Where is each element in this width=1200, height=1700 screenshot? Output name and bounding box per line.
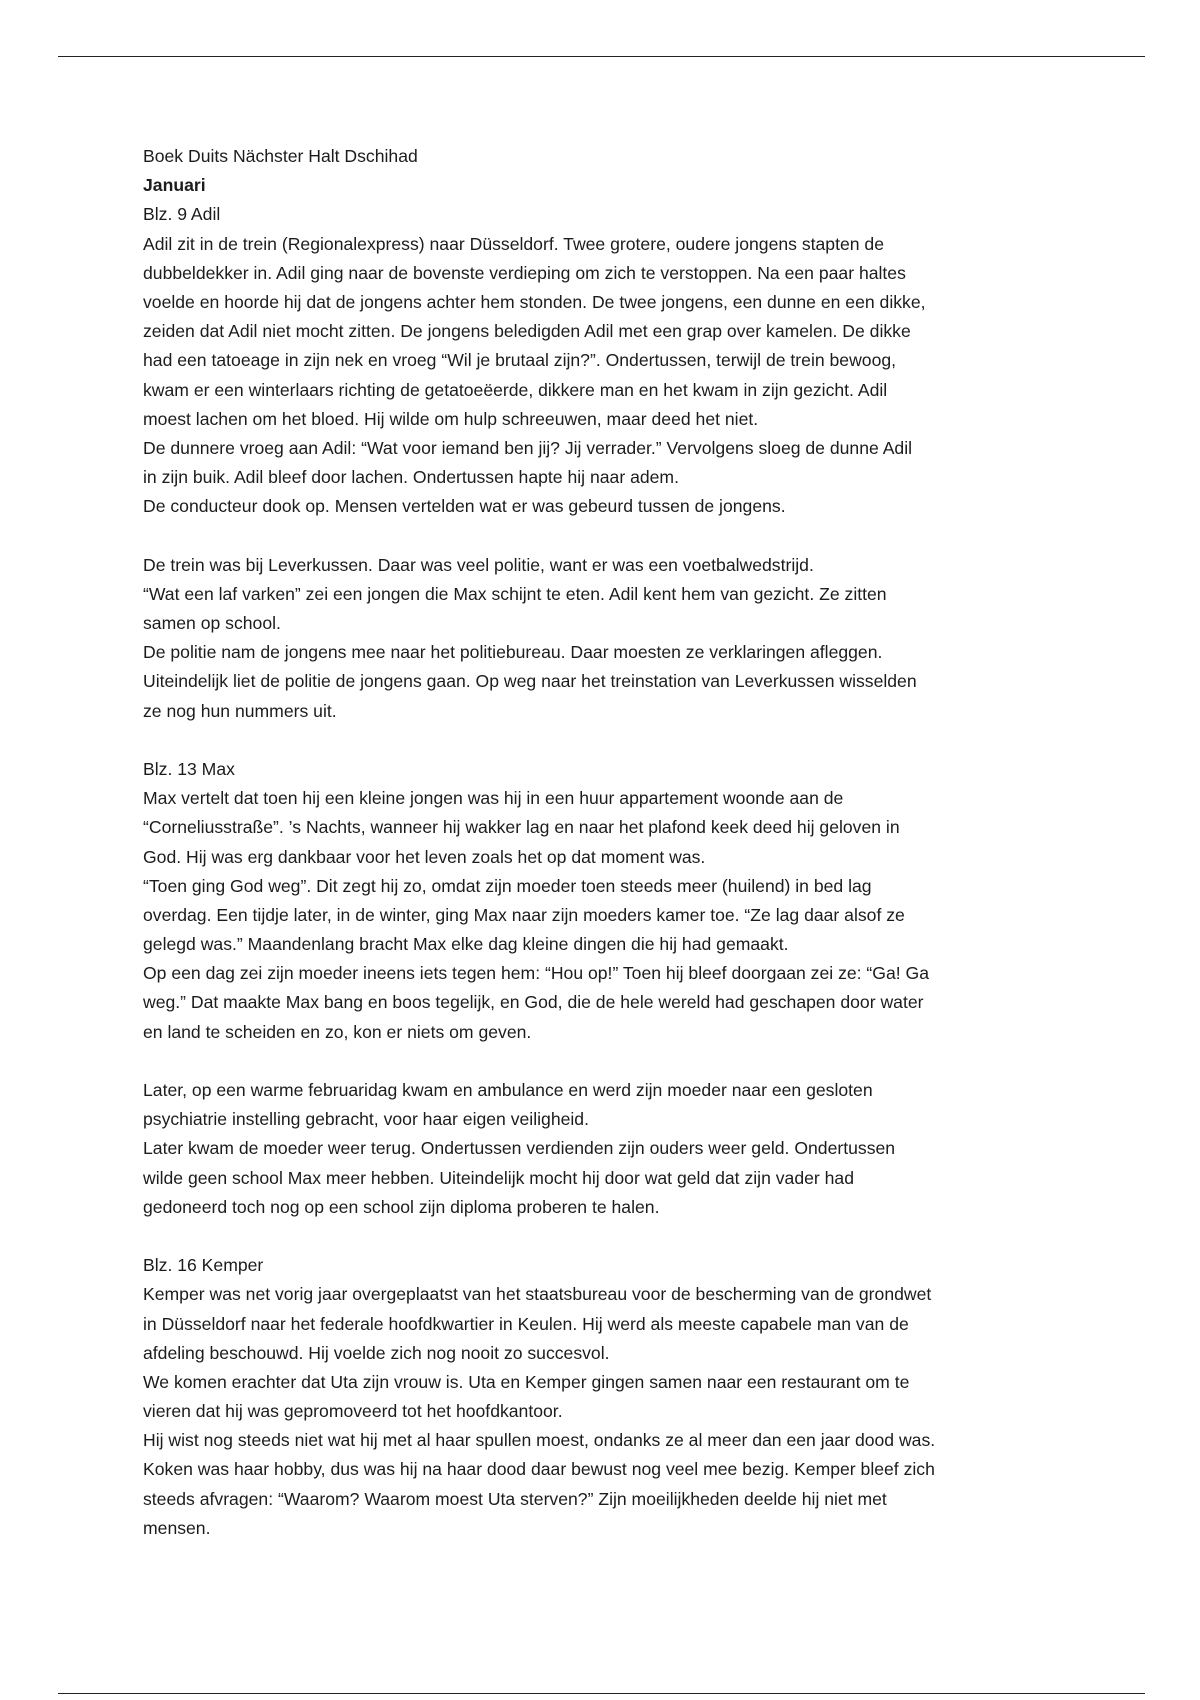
paragraph-line: en land te scheiden en zo, kon er niets om geven. bbox=[143, 1021, 532, 1042]
paragraph-line: Op een dag zei zijn moeder ineens iets tegen hem: “Hou op!” Toen hij bleef doorgaan zei ze: “Ga! Ga bbox=[143, 963, 929, 984]
paragraph-line: had een tatoeage in zijn nek en vroeg “Wil je brutaal zijn?”. Ondertussen, terwijl de trein bewoog, bbox=[143, 350, 897, 371]
section bbox=[143, 755, 1073, 1251]
blank-line bbox=[143, 1222, 1073, 1251]
paragraph-line: Max vertelt dat toen hij een kleine jongen was hij in een huur appartement woonde aan de bbox=[143, 788, 844, 809]
paragraph-line: wilde geen school Max meer hebben. Uiteindelijk mocht hij door wat geld dat zijn vader had bbox=[143, 1167, 854, 1188]
paragraph-line: dubbeldekker in. Adil ging naar de bovenste verdieping om zich te verstoppen. Na een paar haltes bbox=[143, 262, 906, 283]
paragraph-line: Later, op een warme februaridag kwam en ambulance en werd zijn moeder naar een gesloten bbox=[143, 1080, 873, 1100]
paragraph-line: “Toen ging God weg”. Dit zegt hij zo, omdat zijn moeder toen steeds meer (huilend) in bed lag bbox=[143, 875, 872, 896]
paragraph-line: De trein was bij Leverkussen. Daar was veel politie, want er was een voetbalwedstrijd. bbox=[143, 554, 814, 575]
month-heading: Januari bbox=[143, 175, 206, 196]
paragraph-line: moest lachen om het bloed. Hij wilde om hulp schreeuwen, maar deed het niet. bbox=[143, 408, 759, 429]
paragraph-line: De conducteur dook op. Mensen vertelden wat er was gebeurd tussen de jongens. bbox=[143, 496, 786, 517]
paragraph-line: “Wat een laf varken” zei een jongen die Max schijnt te eten. Adil kent hem van gezicht. Ze zitten bbox=[143, 583, 887, 604]
paragraph-line: God. Hij was erg dankbaar voor het leven zoals het op dat moment was. bbox=[143, 846, 706, 867]
paragraph-line: afdeling beschouwd. Hij voelde zich nog nooit zo succesvol. bbox=[143, 1342, 610, 1363]
paragraph-line: steeds afvragen: “Waarom? Waarom moest Uta sterven?” Zijn moeilijkheden deelde hij niet met bbox=[143, 1488, 887, 1509]
paragraph-line: weg.” Dat maakte Max bang en boos tegelijk, en God, die de hele wereld had geschapen door water bbox=[143, 992, 924, 1013]
section bbox=[143, 200, 1073, 755]
paragraph-line: psychiatrie instelling gebracht, voor haar eigen veiligheid. bbox=[143, 1109, 589, 1130]
paragraph-line: samen op school. bbox=[143, 613, 281, 633]
paragraph-line: mensen. bbox=[143, 1517, 211, 1538]
paragraph-line: We komen erachter dat Uta zijn vrouw is. Uta en Kemper gingen samen naar een restaurant om te bbox=[143, 1371, 910, 1392]
document-title: Boek Duits Nächster Halt Dschihad bbox=[143, 146, 418, 166]
section bbox=[143, 1251, 1073, 1543]
top-rule bbox=[58, 56, 1145, 57]
paragraph-line: gedoneerd toch nog op een school zijn diploma proberen te halen. bbox=[143, 1196, 660, 1217]
paragraph-line: “Corneliusstraße”. ’s Nachts, wanneer hij wakker lag en naar het plafond keek deed hij geloven in bbox=[143, 817, 900, 838]
document-body bbox=[143, 142, 1073, 1543]
sections bbox=[143, 200, 1073, 1543]
paragraph-line: Uiteindelijk liet de politie de jongens gaan. Op weg naar het treinstation van Leverkussen wisselden bbox=[143, 671, 917, 692]
paragraph-line: Koken was haar hobby, dus was hij na haar dood daar bewust nog veel mee bezig. Kemper bleef zich bbox=[143, 1459, 935, 1480]
paragraph-line: kwam er een winterlaars richting de getatoeëerde, dikkere man en het kwam in zijn gezicht. Adil bbox=[143, 379, 888, 400]
paragraph-line: gelegd was.” Maandenlang bracht Max elke dag kleine dingen die hij had gemaakt. bbox=[143, 934, 789, 955]
paragraph-line: De dunnere vroeg aan Adil: “Wat voor iemand ben jij? Jij verrader.” Vervolgens sloeg de dunne Adil bbox=[143, 437, 913, 458]
paragraph-line: Adil zit in de trein (Regionalexpress) naar Düsseldorf. Twee grotere, oudere jongens stapten de bbox=[143, 233, 884, 254]
paragraph-line: in Düsseldorf naar het federale hoofdkwartier in Keulen. Hij werd als meeste capabele man van de bbox=[143, 1313, 909, 1334]
blank-line bbox=[143, 726, 1073, 755]
section-heading: Blz. 13 Max bbox=[143, 758, 235, 779]
paragraph-line: Hij wist nog steeds niet wat hij met al haar spullen moest, ondanks ze al meer dan een jaar dood was. bbox=[143, 1430, 936, 1451]
bottom-rule bbox=[58, 1693, 1145, 1694]
blank-line bbox=[143, 521, 1073, 550]
section-heading: Blz. 9 Adil bbox=[143, 204, 221, 225]
paragraph-line: ze nog hun nummers uit. bbox=[143, 700, 337, 721]
paragraph-line: voelde en hoorde hij dat de jongens achter hem stonden. De twee jongens, een dunne en een dikke, bbox=[143, 291, 926, 312]
section-heading: Blz. 16 Kemper bbox=[143, 1255, 264, 1276]
paragraph-line: De politie nam de jongens mee naar het politiebureau. Daar moesten ze verklaringen afleggen. bbox=[143, 642, 883, 663]
paragraph-line: zeiden dat Adil niet mocht zitten. De jongens beledigden Adil met een grap over kamelen. De dikke bbox=[143, 321, 911, 342]
paragraph-line: Later kwam de moeder weer terug. Ondertussen verdienden zijn ouders weer geld. Ondertussen bbox=[143, 1138, 896, 1159]
paragraph-line: vieren dat hij was gepromoveerd tot het hoofdkantoor. bbox=[143, 1401, 563, 1422]
paragraph-line: Kemper was net vorig jaar overgeplaatst van het staatsbureau voor de bescherming van de grondwet bbox=[143, 1284, 932, 1305]
paragraph-line: overdag. Een tijdje later, in de winter, ging Max naar zijn moeders kamer toe. “Ze lag daar alsof ze bbox=[143, 904, 905, 925]
blank-line bbox=[143, 1047, 1073, 1076]
paragraph-line: in zijn buik. Adil bleef door lachen. Ondertussen hapte hij naar adem. bbox=[143, 467, 679, 488]
